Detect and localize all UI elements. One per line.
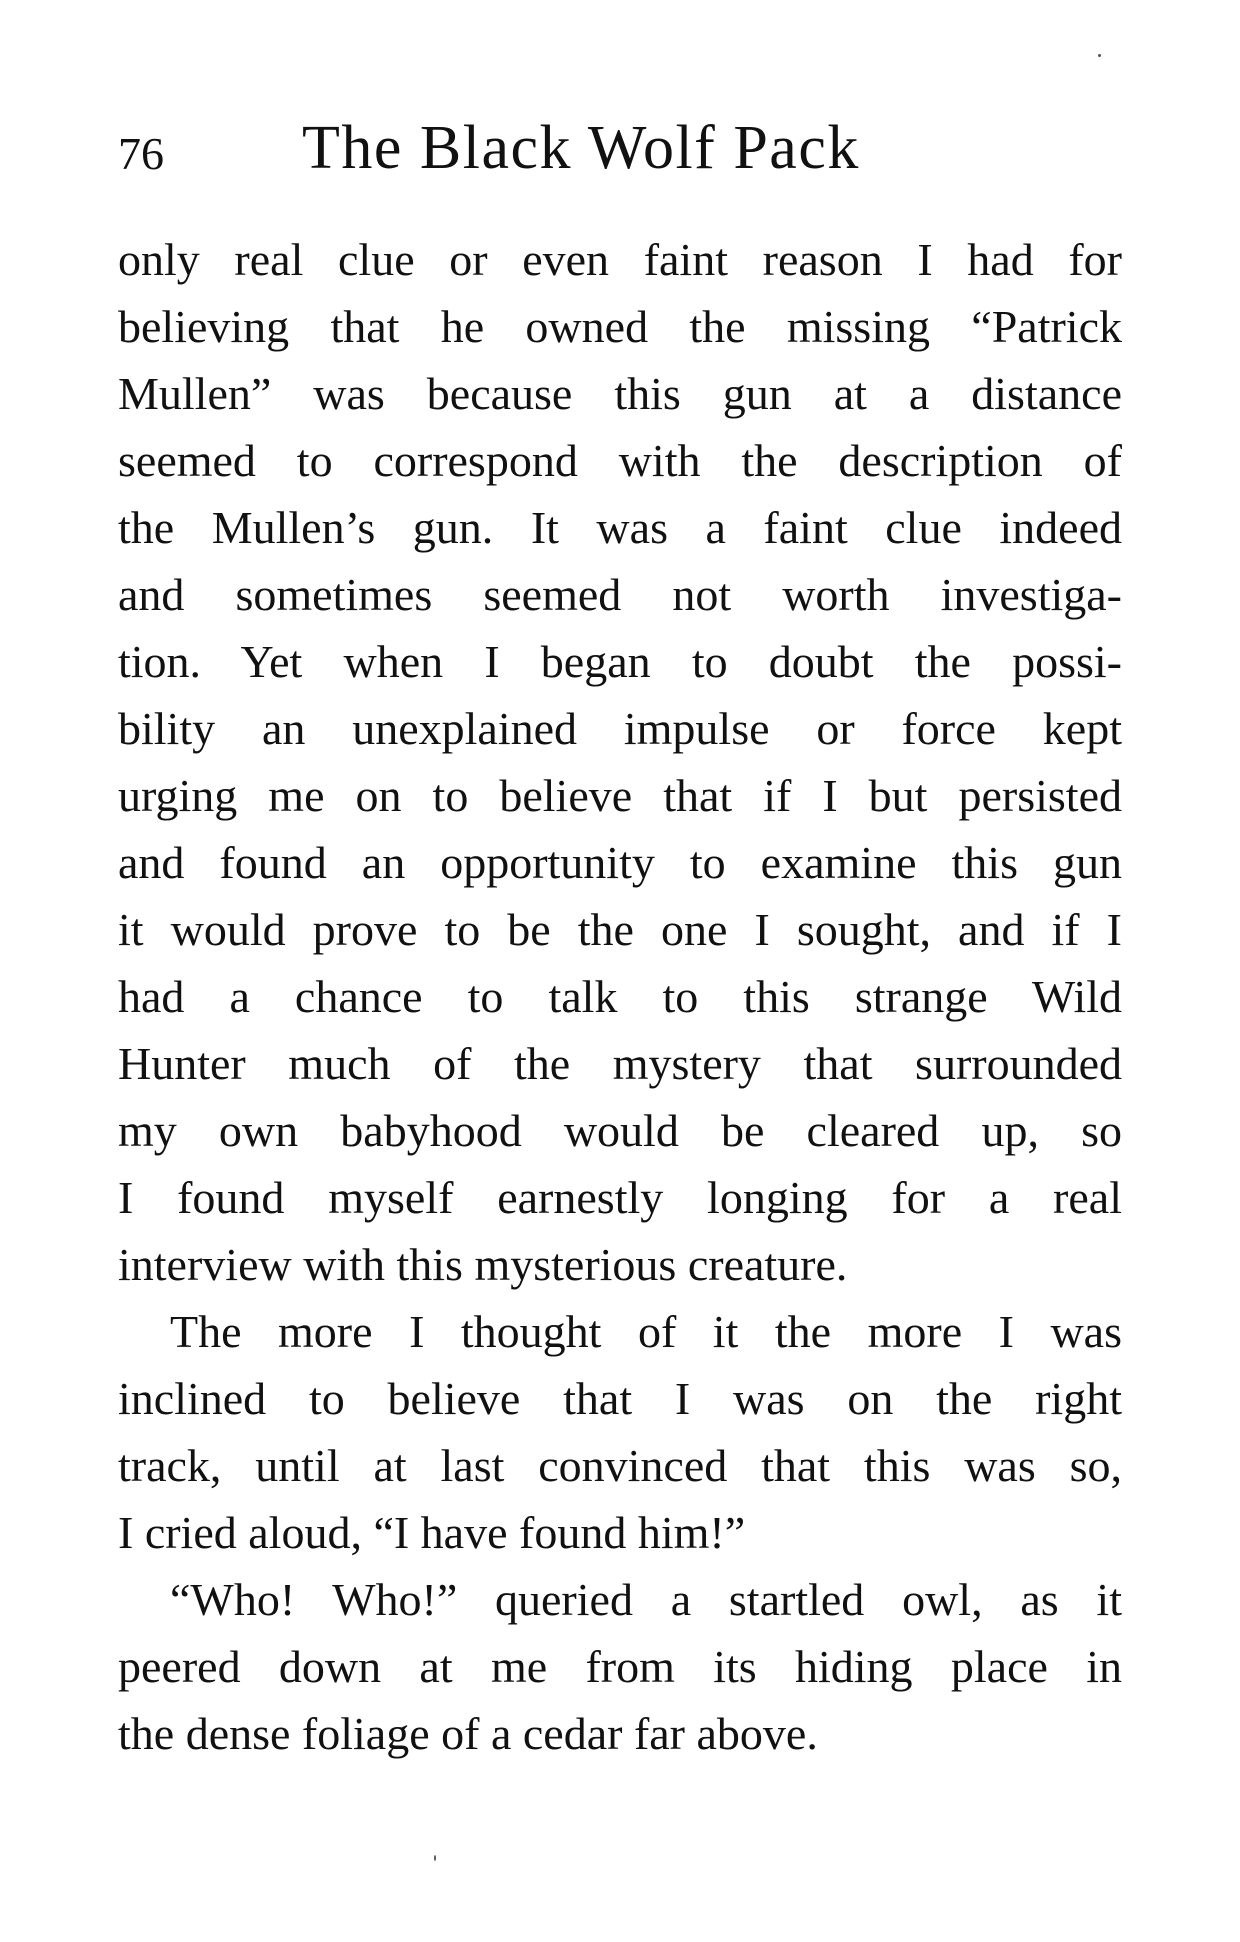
text-line: Mullen” was because this gun at a distance (118, 368, 1122, 419)
running-title: The Black Wolf Pack (302, 114, 860, 182)
text-line: track, until at last convinced that this was so, (118, 1440, 1122, 1491)
text-line: it would prove to be the one I sought, and if I (118, 904, 1122, 955)
scan-speck (434, 1855, 436, 1861)
text-line: I cried aloud, “I have found him!” (118, 1507, 746, 1558)
text-line: and sometimes seemed not worth investiga- (118, 569, 1122, 620)
paragraph-3 (118, 1566, 1122, 1767)
paragraph-1 (118, 226, 1122, 1298)
text-line: believing that he owned the missing “Patrick (118, 301, 1122, 352)
text-line: the Mullen’s gun. It was a faint clue indeed (118, 502, 1122, 553)
text-line: seemed to correspond with the description of (118, 435, 1122, 486)
text-line: urging me on to believe that if I but persisted (118, 770, 1122, 821)
text-line: Hunter much of the mystery that surrounded (118, 1038, 1122, 1089)
text-line: tion. Yet when I began to doubt the possi- (118, 636, 1122, 687)
text-line: inclined to believe that I was on the right (118, 1373, 1122, 1424)
text-line: and found an opportunity to examine this gun (118, 837, 1122, 888)
text-line: “Who! Who!” queried a startled owl, as it (170, 1574, 1122, 1625)
text-line: peered down at me from its hiding place in (118, 1641, 1122, 1692)
text-line: only real clue or even faint reason I had for (118, 234, 1122, 285)
scan-speck (1098, 54, 1101, 57)
text-line: had a chance to talk to this strange Wild (118, 971, 1122, 1022)
page-number: 76 (118, 128, 164, 179)
text-line: my own babyhood would be cleared up, so (118, 1105, 1122, 1156)
text-line: The more I thought of it the more I was (170, 1306, 1122, 1357)
text-line: the dense foliage of a cedar far above. (118, 1708, 818, 1759)
text-line: interview with this mysterious creature. (118, 1239, 848, 1290)
paragraph-2 (118, 1298, 1122, 1566)
page-header (118, 112, 1128, 192)
text-line: I found myself earnestly longing for a real (118, 1172, 1122, 1223)
text-line: bility an unexplained impulse or force kept (118, 703, 1122, 754)
body-text (118, 226, 1122, 1767)
